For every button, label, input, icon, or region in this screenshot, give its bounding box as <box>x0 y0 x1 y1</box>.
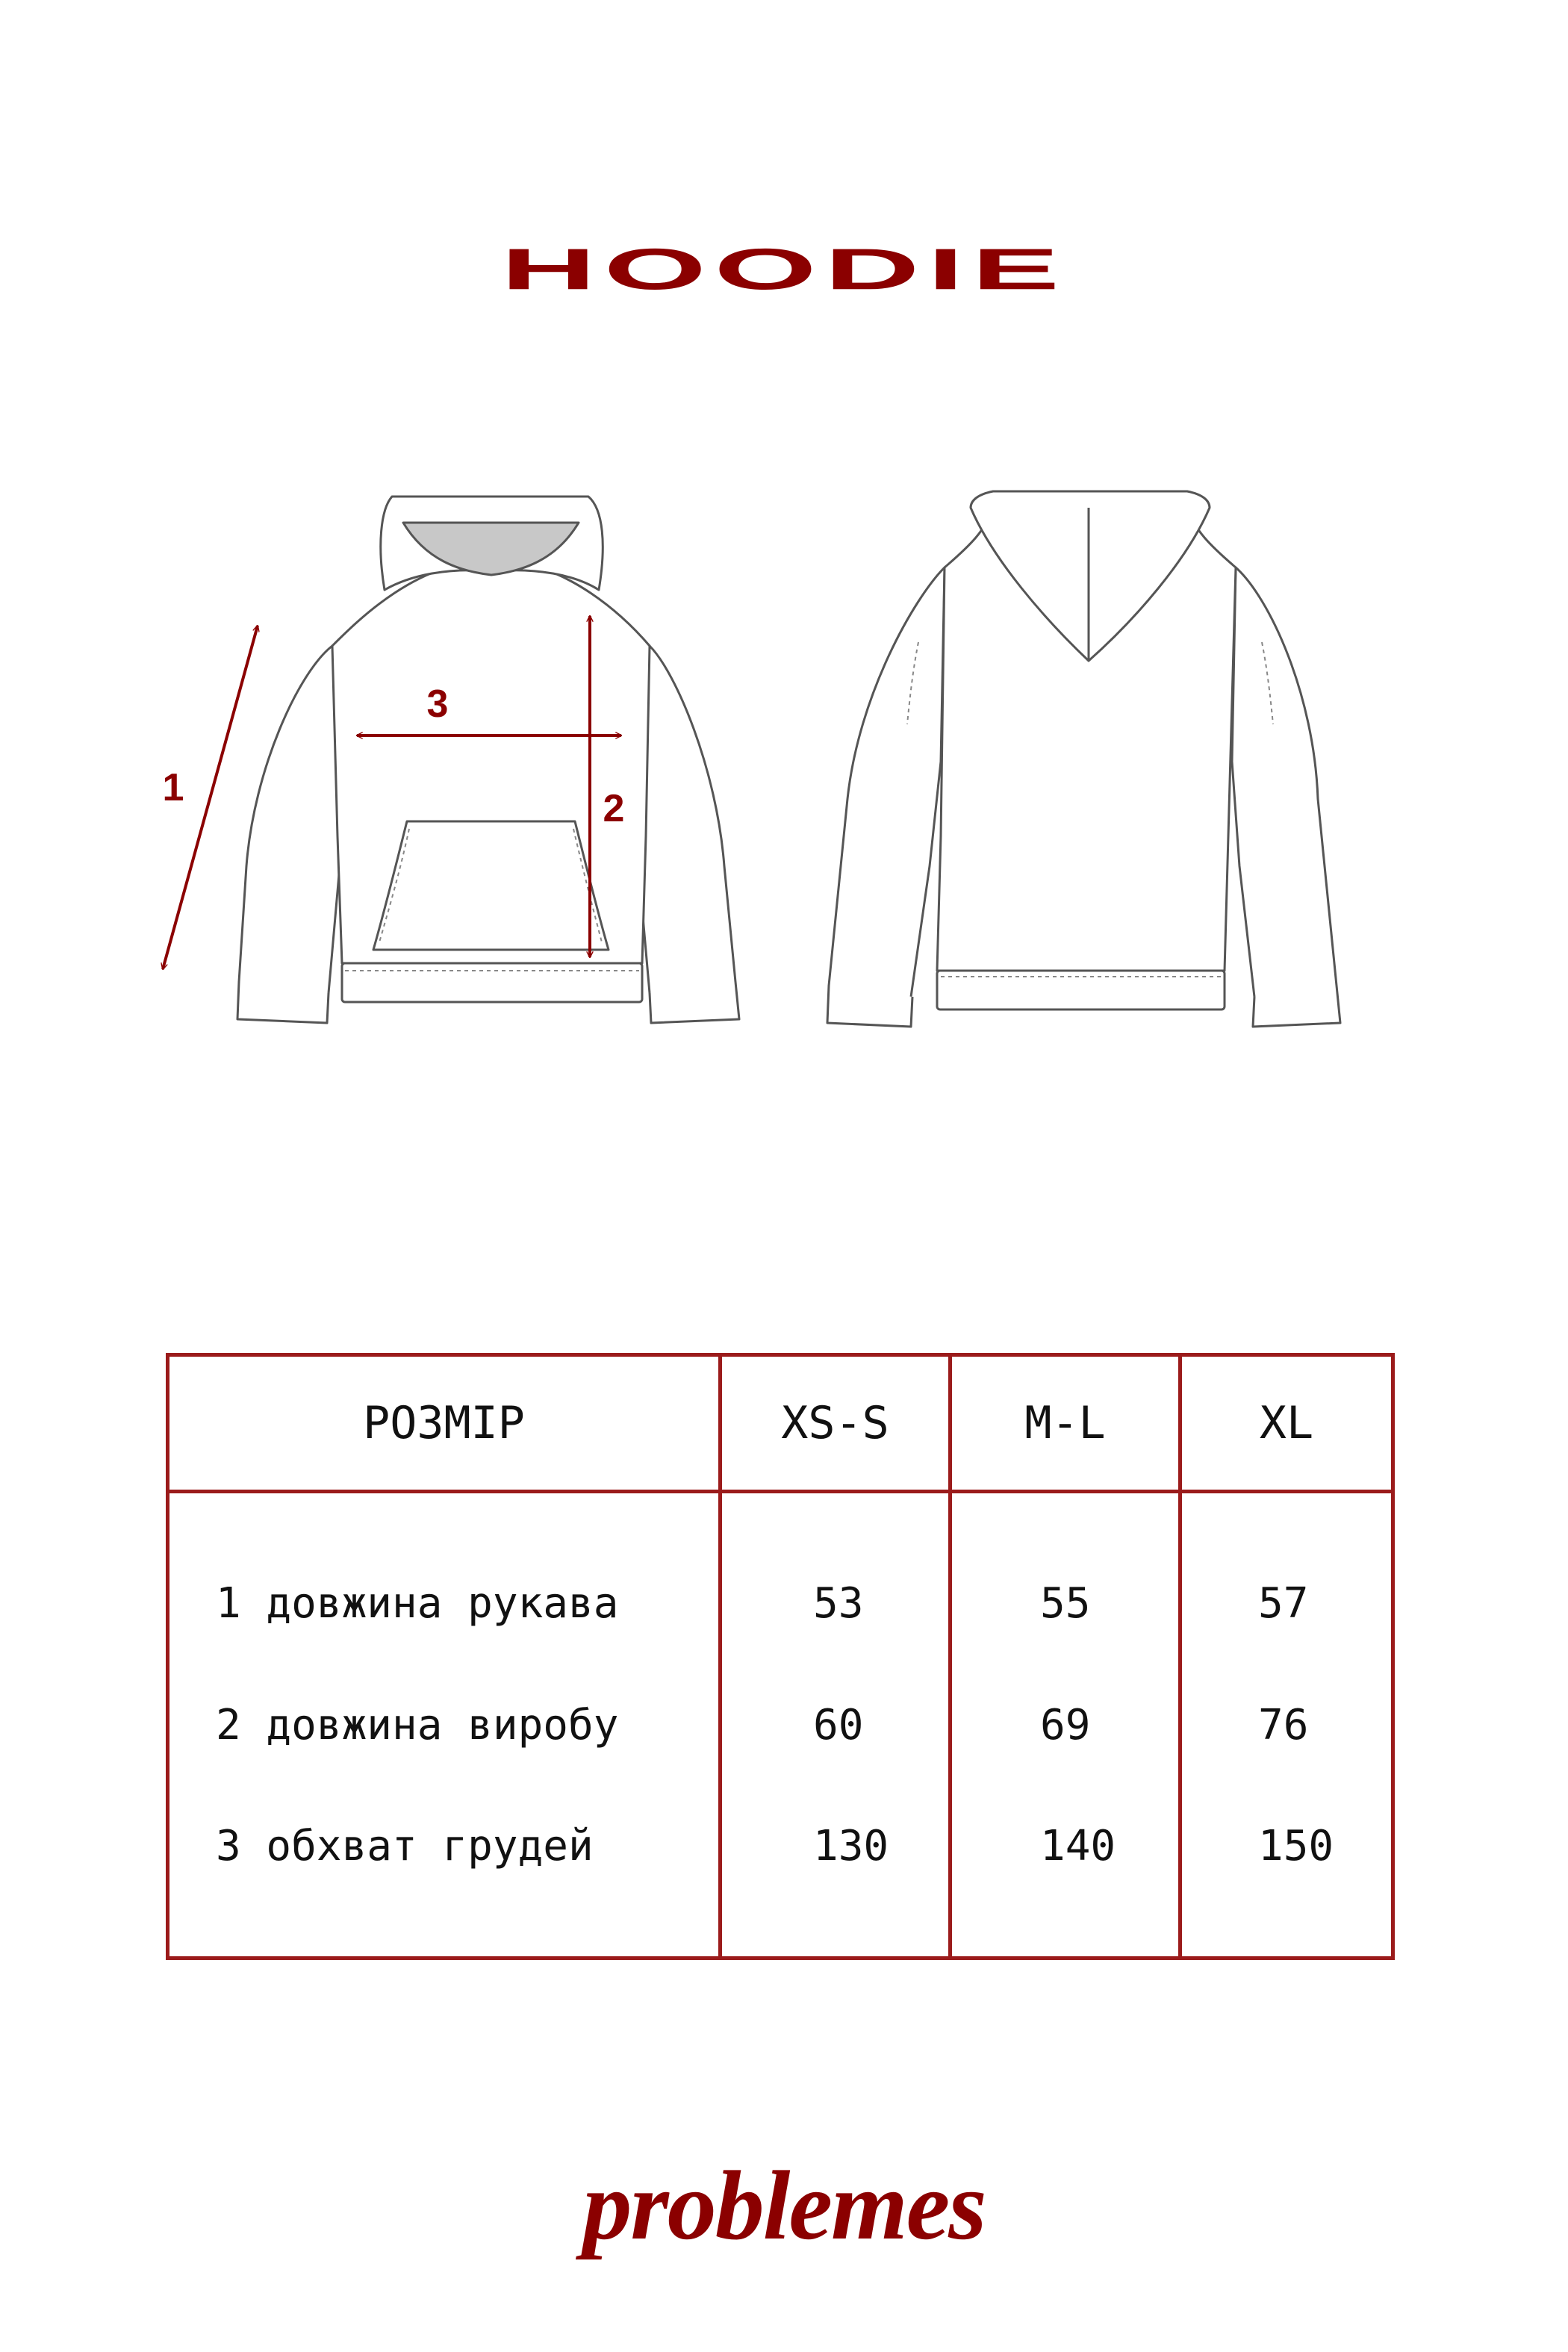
table-header-row <box>168 1355 1393 1492</box>
table-row <box>168 1658 1393 1792</box>
measure-label-1: 1 <box>162 766 184 809</box>
page-title: HOODIE <box>500 237 1068 302</box>
size-chart-table <box>166 1353 1395 1960</box>
cell-value: 55 <box>951 1492 1180 1658</box>
header-xs-s: XS-S <box>721 1355 951 1492</box>
hoodie-illustration <box>0 448 1568 1060</box>
header-m-l: M-L <box>951 1355 1180 1492</box>
header-size: РОЗМІР <box>168 1355 721 1492</box>
table-row <box>168 1492 1393 1658</box>
cell-value: 150 <box>1180 1792 1393 1959</box>
measure-label-2: 2 <box>603 787 625 830</box>
cell-value: 69 <box>951 1658 1180 1792</box>
header-xl: XL <box>1180 1355 1393 1492</box>
row-label: 1 довжина рукава <box>168 1492 721 1658</box>
cell-value: 53 <box>721 1492 951 1658</box>
hoodie-back-sketch <box>827 491 1340 1027</box>
row-label: 3 обхват грудей <box>168 1792 721 1959</box>
cell-value: 76 <box>1180 1658 1393 1792</box>
cell-value: 130 <box>721 1792 951 1959</box>
table-row <box>168 1792 1393 1959</box>
cell-value: 140 <box>951 1792 1180 1959</box>
row-label: 2 довжина виробу <box>168 1658 721 1792</box>
hoodie-front-sketch <box>237 497 739 1023</box>
cell-value: 60 <box>721 1658 951 1792</box>
cell-value: 57 <box>1180 1492 1393 1658</box>
measure-label-3: 3 <box>426 682 449 726</box>
brand-logo: problemes <box>582 2150 986 2260</box>
